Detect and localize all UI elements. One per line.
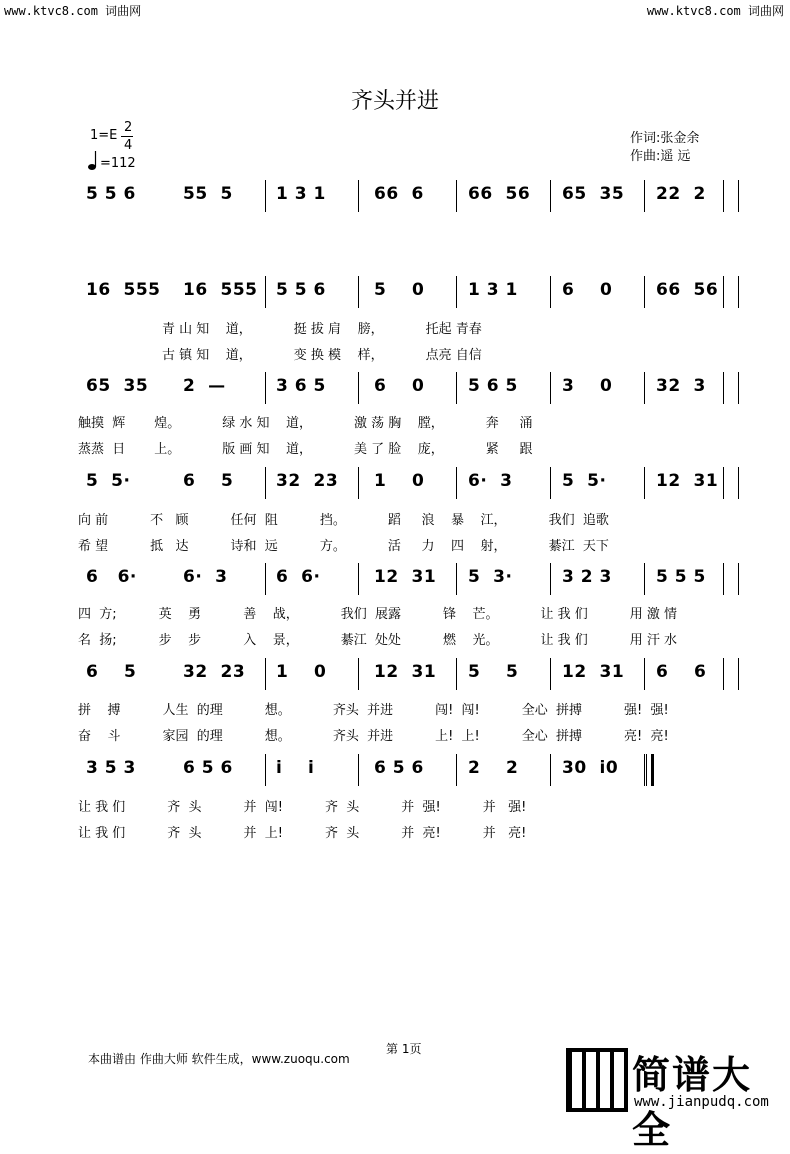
measure: 12 31 [656,471,719,491]
score-system [78,658,728,694]
barline [644,563,645,595]
barline [723,180,724,212]
barline [358,276,359,308]
logo-brand: 简谱大全 [632,1053,753,1152]
lyric-segment: 挺 拔 肩 膀， [293,322,384,337]
barline [738,563,739,595]
measure: 3 2 3 [562,567,612,587]
measure: 6 6 [656,662,707,682]
barline [265,563,266,595]
lyric-segment: 拼 搏 [78,703,121,718]
barline [738,467,739,499]
measure: 66 56 [656,280,719,300]
final-repeat-barline [646,754,654,786]
lyric-segment: 上! 上! [435,729,480,744]
key-signature: 1=E [90,128,118,143]
lyric-segment: 诗和 远 [230,539,278,554]
barline [644,467,645,499]
lyric-segment: 綦江 处处 [340,633,401,648]
barline [738,372,739,404]
lyric-segment: 美 了 脸 庞， [354,442,444,457]
lyric-segment: 我们 展露 [340,607,401,622]
lyric-segment: 版 画 知 道， [222,442,312,457]
barline [358,754,359,786]
measure: 65 35 [86,376,149,396]
score-system [78,467,728,503]
score-system [78,180,728,216]
measure: 6 5 [86,662,137,682]
lyric-segment: 点亮 自信 [425,348,482,363]
lyric-line [78,318,482,337]
lyric-line [78,344,482,363]
lyric-segment: 英 勇 [158,607,202,622]
lyric-segment: 不 顾 [150,513,189,528]
lyric-segment: 奔 涌 [485,416,533,431]
barline [265,180,266,212]
lyric-segment: 并 闯! [243,800,284,815]
barline [738,658,739,690]
barline [644,658,645,690]
barline [265,276,266,308]
measure: 1 3 1 [468,280,518,300]
measure: i i [276,758,315,778]
composer-credit: 作曲:遥 远 [630,149,691,164]
measure: 2 — [183,376,226,396]
barline [738,276,739,308]
lyric-segment: 触摸 辉 煌。 [78,416,181,431]
measure: 6 5 [183,471,234,491]
barline [358,180,359,212]
lyric-segment: 青 山 知 道， [162,322,252,337]
lyric-segment: 用 激 情 [629,607,678,622]
measure: 5 5· [562,471,607,491]
barline [644,180,645,212]
lyric-line [78,438,532,457]
measure: 12 31 [374,567,437,587]
measure: 1 3 1 [276,184,326,204]
barline [723,467,724,499]
measure: 3 5 3 [86,758,136,778]
measure: 5 3· [468,567,513,587]
lyric-segment: 并 强! [482,800,527,815]
barline [456,563,457,595]
lyric-segment: 蹈 浪 暴 江， [387,513,507,528]
barline [456,754,457,786]
header-right: www.ktvc8.com 词曲网 [646,4,784,18]
measure: 65 35 [562,184,625,204]
lyric-segment: 托起 青春 [425,322,482,337]
lyric-segment: 古 镇 知 道， [162,348,252,363]
header-left: www.ktvc8.com 词曲网 [4,4,142,18]
lyric-segment: 活 力 四 射， [387,539,507,554]
time-signature-bottom: 4 [124,138,133,153]
measure: 5 6 5 [468,376,518,396]
measure: 55 5 [183,184,233,204]
lyric-segment: 并 上! [243,826,284,841]
measure: 5 5· [86,471,131,491]
lyric-segment: 全心 拼搏 [521,729,583,744]
lyric-line [78,822,526,841]
lyric-segment: 名 扬; [78,633,117,648]
lyric-segment: 人生 的理 [162,703,223,718]
lyric-segment: 想。 [264,703,291,718]
barline [265,467,266,499]
lyric-segment: 奋 斗 [78,729,121,744]
barline [456,467,457,499]
footer-note: 本曲谱由 作曲大师 软件生成，www.zuoqu.com [88,1052,350,1066]
lyric-segment: 并 亮! [401,826,441,841]
lyric-segment: 善 战， [243,607,299,622]
barline [456,276,457,308]
measure: 6 0 [562,280,613,300]
lyric-segment: 抵 达 [150,539,189,554]
lyric-line [78,629,677,648]
measure: 32 23 [276,471,339,491]
lyric-segment: 希 望 [78,539,109,554]
lyric-segment: 绿 水 知 道， [222,416,312,431]
measure: 3 0 [562,376,613,396]
measure: 6 6· [86,567,137,587]
time-signature-line [121,136,133,137]
lyric-segment: 用 汗 水 [629,633,678,648]
measure: 12 31 [562,662,625,682]
lyric-segment: 让 我 们 [540,607,588,622]
lyric-segment: 并 亮! [482,826,527,841]
song-title: 齐头并进 [350,89,439,114]
lyric-line [78,412,532,431]
lyric-line [78,699,669,718]
lyric-segment: 全心 拼搏 [521,703,583,718]
measure: 5 5 5 [656,567,706,587]
lyric-segment: 并 强! [401,800,441,815]
lyric-segment: 让 我 们 [78,826,126,841]
measure: 6 0 [374,376,425,396]
tempo-mark: =112 [100,156,136,171]
measure: 66 6 [374,184,424,204]
score-system [78,754,728,790]
lyric-segment: 强! 强! [624,703,669,718]
score-system [78,372,728,408]
lyric-segment: 齐 头 [167,826,202,841]
page-number: 第 1页 [386,1042,422,1056]
score-system [78,276,728,312]
lyric-line [78,725,669,744]
measure: 1 0 [276,662,327,682]
barline [265,754,266,786]
barline [550,180,551,212]
lyric-segment: 我们 追歌 [548,513,609,528]
lyric-line [78,509,609,528]
barline [358,563,359,595]
measure: 6· 3 [468,471,513,491]
lyric-segment: 任何 阻 [230,513,278,528]
measure: 16 555 [86,280,161,300]
barline [265,372,266,404]
time-signature-top: 2 [124,120,133,135]
measure: 66 56 [468,184,531,204]
lyric-segment: 亮! 亮! [624,729,669,744]
lyric-segment: 齐 头 [325,800,360,815]
measure: 6· 3 [183,567,228,587]
measure: 5 5 6 [86,184,136,204]
measure: 30 i0 [562,758,619,778]
lyric-segment: 齐头 并进 [332,703,394,718]
lyric-segment: 齐 头 [325,826,360,841]
barline [723,563,724,595]
lyric-segment: 变 换 模 样， [293,348,384,363]
lyric-segment: 步 步 [158,633,202,648]
measure: 6 6· [276,567,321,587]
lyric-segment: 四 方; [78,607,117,622]
measure: 3 6 5 [276,376,326,396]
measure: 5 0 [374,280,425,300]
lyric-line [78,796,526,815]
logo-url: www.jianpudq.com [634,1094,769,1110]
barline [550,276,551,308]
barline [358,658,359,690]
measure: 5 5 6 [276,280,326,300]
barline [550,754,551,786]
barline [644,276,645,308]
site-logo [566,1040,786,1152]
barline [644,754,645,786]
lyric-segment: 激 荡 胸 膛， [354,416,444,431]
lyric-segment: 让 我 们 [540,633,588,648]
barline [456,372,457,404]
score-system [78,563,728,599]
measure: 2 2 [468,758,519,778]
barline [550,563,551,595]
measure: 16 555 [183,280,258,300]
barline [723,658,724,690]
lyric-line [78,603,677,622]
measure: 5 5 [468,662,519,682]
lyric-segment: 想。 [264,729,291,744]
barline [265,658,266,690]
barline [644,372,645,404]
lyric-segment: 綦江 天下 [548,539,609,554]
lyric-segment: 锋 芒。 [442,607,499,622]
lyric-segment: 齐头 并进 [332,729,394,744]
measure: 1 0 [374,471,425,491]
lyric-segment: 向 前 [78,513,109,528]
lyric-segment: 家园 的理 [162,729,223,744]
lyric-line [78,535,609,554]
quarter-note-icon [88,150,98,176]
lyric-segment: 挡。 [319,513,346,528]
lyric-segment: 方。 [319,539,346,554]
barline [550,467,551,499]
lyric-segment: 蒸蒸 日 上。 [78,442,181,457]
barline [456,180,457,212]
barline [358,372,359,404]
barline [456,658,457,690]
barline [738,180,739,212]
barline [550,372,551,404]
measure: 6 5 6 [374,758,424,778]
lyric-segment: 入 景， [243,633,299,648]
lyric-segment: 燃 光。 [442,633,499,648]
barline [358,467,359,499]
measure: 12 31 [374,662,437,682]
barline [723,276,724,308]
lyric-segment: 让 我 们 [78,800,126,815]
lyric-segment: 紧 跟 [485,442,533,457]
barline [550,658,551,690]
measure: 6 5 6 [183,758,233,778]
measure: 32 3 [656,376,706,396]
lyricist-credit: 作词:张金余 [630,131,700,146]
measure: 32 23 [183,662,246,682]
measure: 22 2 [656,184,706,204]
lyric-segment: 闯! 闯! [435,703,480,718]
barline [723,372,724,404]
lyric-segment: 齐 头 [167,800,202,815]
